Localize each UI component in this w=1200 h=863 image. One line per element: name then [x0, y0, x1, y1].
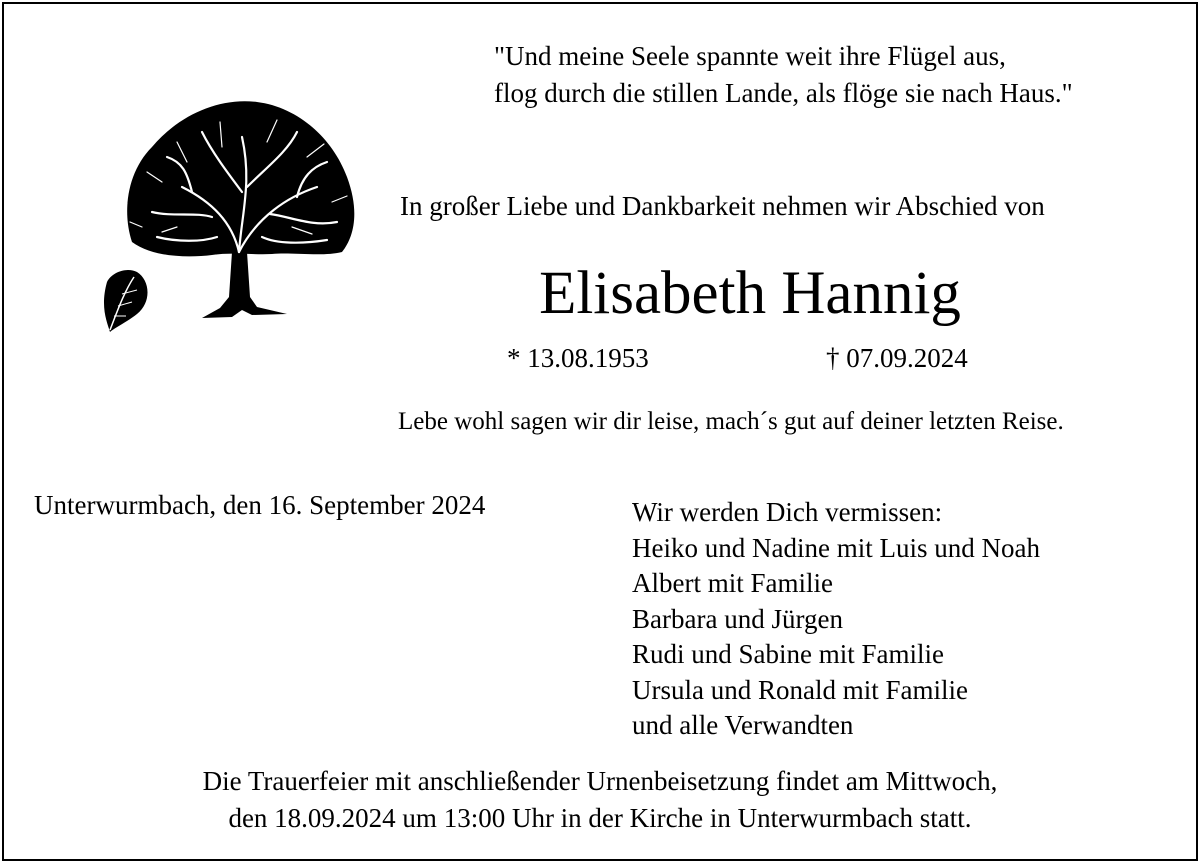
ceremony-notice [0, 763, 1200, 837]
intro-line: In großer Liebe und Dankbarkeit nehmen wir Abschied von [400, 191, 1045, 221]
birth-date: * 13.08.1953 [507, 343, 649, 373]
deceased-name: Elisabeth Hannig [539, 260, 961, 327]
list-item: Ursula und Ronald mit Familie [632, 674, 968, 705]
ceremony-line-2: den 18.09.2024 um 13:00 Uhr in der Kirche in Unterwurmbach statt. [228, 803, 972, 833]
place-date: Unterwurmbach, den 16. September 2024 [34, 490, 486, 520]
farewell-line: Lebe wohl sagen wir dir leise, mach´s gut auf deiner letzten Reise. [398, 408, 1064, 435]
mourners-list [632, 495, 1040, 744]
list-item: Barbara und Jürgen [632, 603, 843, 634]
list-item: Wir werden Dich vermissen: [632, 497, 943, 527]
list-item: Rudi und Sabine mit Familie [632, 639, 944, 669]
quote-line-2: flog durch die stillen Lande, als flöge sie nach Haus." [494, 78, 1073, 108]
list-item: Heiko und Nadine mit Luis und Noah [632, 532, 1040, 563]
list-item: und alle Verwandten [632, 710, 854, 740]
quote-line-1: "Und meine Seele spannte weit ihre Flügel aus, [494, 41, 1006, 71]
memorial-quote [494, 38, 1073, 112]
ceremony-line-1: Die Trauerfeier mit anschließender Urnenbeisetzung findet am Mittwoch, [202, 766, 998, 796]
list-item: Albert mit Familie [632, 568, 833, 598]
death-date: † 07.09.2024 [826, 343, 968, 373]
